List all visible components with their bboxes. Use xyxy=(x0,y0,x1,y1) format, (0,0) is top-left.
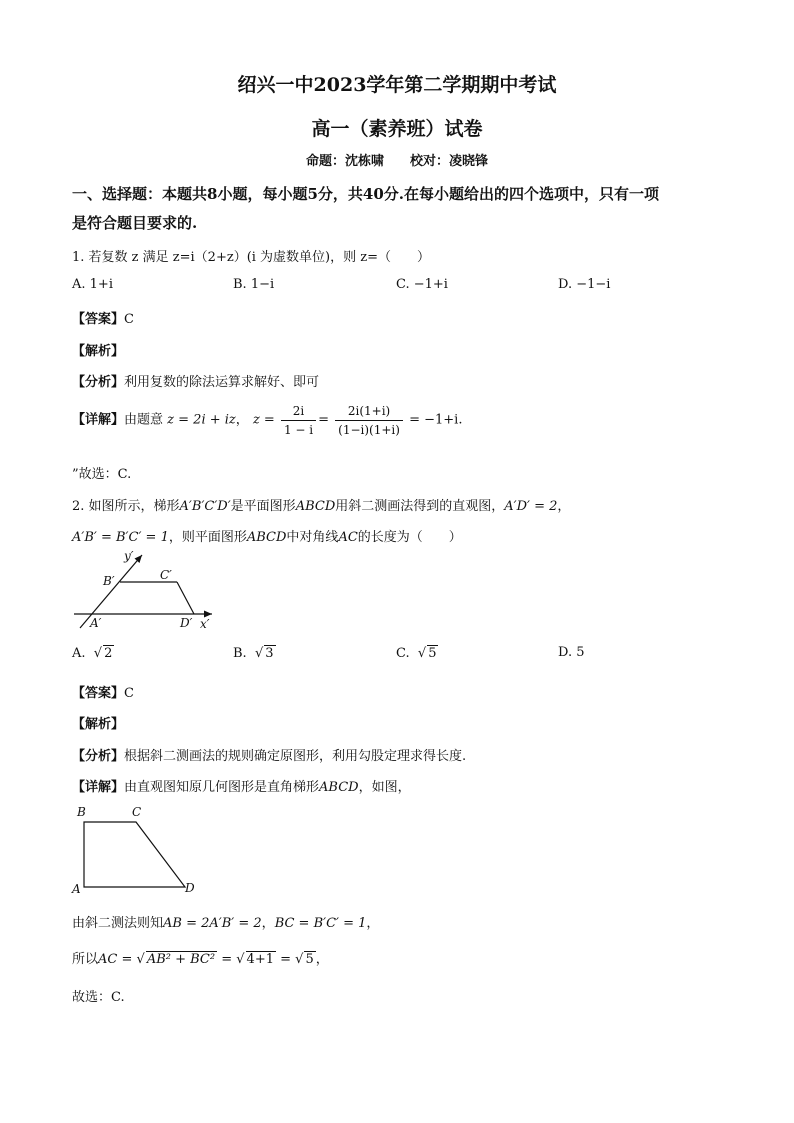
q1-option-d: D. −1−i xyxy=(558,277,611,292)
q1-eq1: z = 2i + iz xyxy=(167,412,236,428)
q2-detail: 【详解】由直观图知原几何图形是直角梯形ABCD，如图， xyxy=(72,780,411,795)
q1-z-eq: z = xyxy=(252,412,275,428)
q2-rule: 由斜二测法则知AB = 2A′B′ = 2，BC = B′C′ = 1， xyxy=(72,916,380,931)
q1-option-a: A. 1+i xyxy=(72,277,113,292)
q2-fenxi: 【分析】根据斜二测画法的规则确定原图形，利用勾股定理求得长度. xyxy=(72,749,467,764)
analysis-label: 【解析】 xyxy=(72,344,125,359)
q2-option-c: C. √ 5 xyxy=(396,646,437,661)
q1-answer-value: C xyxy=(124,312,134,327)
q2-calculation: 所以AC = √ AB² + BC² = √ 4+1 = √ 5 ， xyxy=(72,952,329,967)
q2-option-b: B. √ 3 xyxy=(233,646,274,661)
q2-stem-line1: 2. 如图所示，梯形A′B′C′D′是平面图形ABCD用斜二测画法得到的直观图，A′D′ = 2， xyxy=(72,499,571,514)
q1-conclusion: ”故选：C. xyxy=(72,467,132,482)
section-heading-line1: 一、选择题：本题共8小题，每小题5分，共40分.在每小题给出的四个选项中，只有一项 xyxy=(72,185,659,203)
fig1-d-label: D′ xyxy=(180,616,193,630)
q1-stem: 1. 若复数 z 满足 z=i（2+z）(i 为虚数单位)，则 z=（ ） xyxy=(72,250,431,265)
fig2-a-label: A xyxy=(72,882,81,896)
q1-option-c: C. −1+i xyxy=(396,277,448,292)
fig1-x-label: x′ xyxy=(200,617,210,631)
fig2-c-label: C xyxy=(132,805,142,819)
q1-fenxi-text: 利用复数的除法运算求解好、即可 xyxy=(124,375,320,390)
q2-answer-value: C xyxy=(124,686,134,701)
fenxi-label: 【分析】 xyxy=(72,375,125,390)
q1-analysis xyxy=(72,340,124,359)
exam-subtitle: 高一（素养班）试卷 xyxy=(311,118,483,140)
q2-trapezoid-figure xyxy=(68,800,208,900)
q2-oblique-figure xyxy=(70,548,220,633)
fig1-c-label: C′ xyxy=(160,568,172,582)
q2-answer: 【答案】C xyxy=(72,686,134,701)
q2-option-d: D. 5 xyxy=(558,645,585,660)
exam-title: 绍兴一中2023学年第二学期期中考试 xyxy=(237,74,557,96)
fig1-y-label: y′ xyxy=(124,549,134,563)
q1-detail: 【详解】由题意 z = 2i + iz， z = $\frac{2i}{1 - i}$ = $\frac{2i(1+i)}{(1-i)(1+i)}$ = −1+i. xyxy=(72,404,463,437)
fig1-b-label: B′ xyxy=(103,574,115,588)
q1-option-b: B. 1−i xyxy=(233,277,275,292)
q1-detail-prefix: 由题意 xyxy=(124,412,164,428)
fig2-d-label: D xyxy=(185,881,195,895)
q2-conclusion: 故选：C. xyxy=(72,990,125,1005)
q1-fraction-2: $\frac{2i(1+i)}{(1-i)(1+i)}$ xyxy=(335,402,403,439)
q2-fenxi-text: 根据斜二测画法的规则确定原图形，利用勾股定理求得长度. xyxy=(124,749,467,764)
exam-authors: 命题：沈栋啸 校对：凌晓锋 xyxy=(305,154,488,169)
q2-stem-line2: A′B′ = B′C′ = 1，则平面图形ABCD中对角线AC的长度为（ ） xyxy=(72,530,462,545)
q1-fenxi xyxy=(72,371,319,390)
q2-option-a: A. √ 2 xyxy=(72,646,113,661)
fig2-b-label: B xyxy=(77,805,86,819)
q1-answer xyxy=(72,308,134,327)
detail-label: 【详解】 xyxy=(72,412,125,428)
section-heading-line2: 是符合题目要求的. xyxy=(72,214,198,232)
q1-fraction-1: $\frac{2i}{1 - i}$ xyxy=(281,402,316,439)
answer-label: 【答案】 xyxy=(72,312,125,327)
q1-result: = −1+i xyxy=(409,412,459,428)
q2-analysis: 【解析】 xyxy=(72,717,125,732)
fig1-a-label: A′ xyxy=(90,616,102,630)
